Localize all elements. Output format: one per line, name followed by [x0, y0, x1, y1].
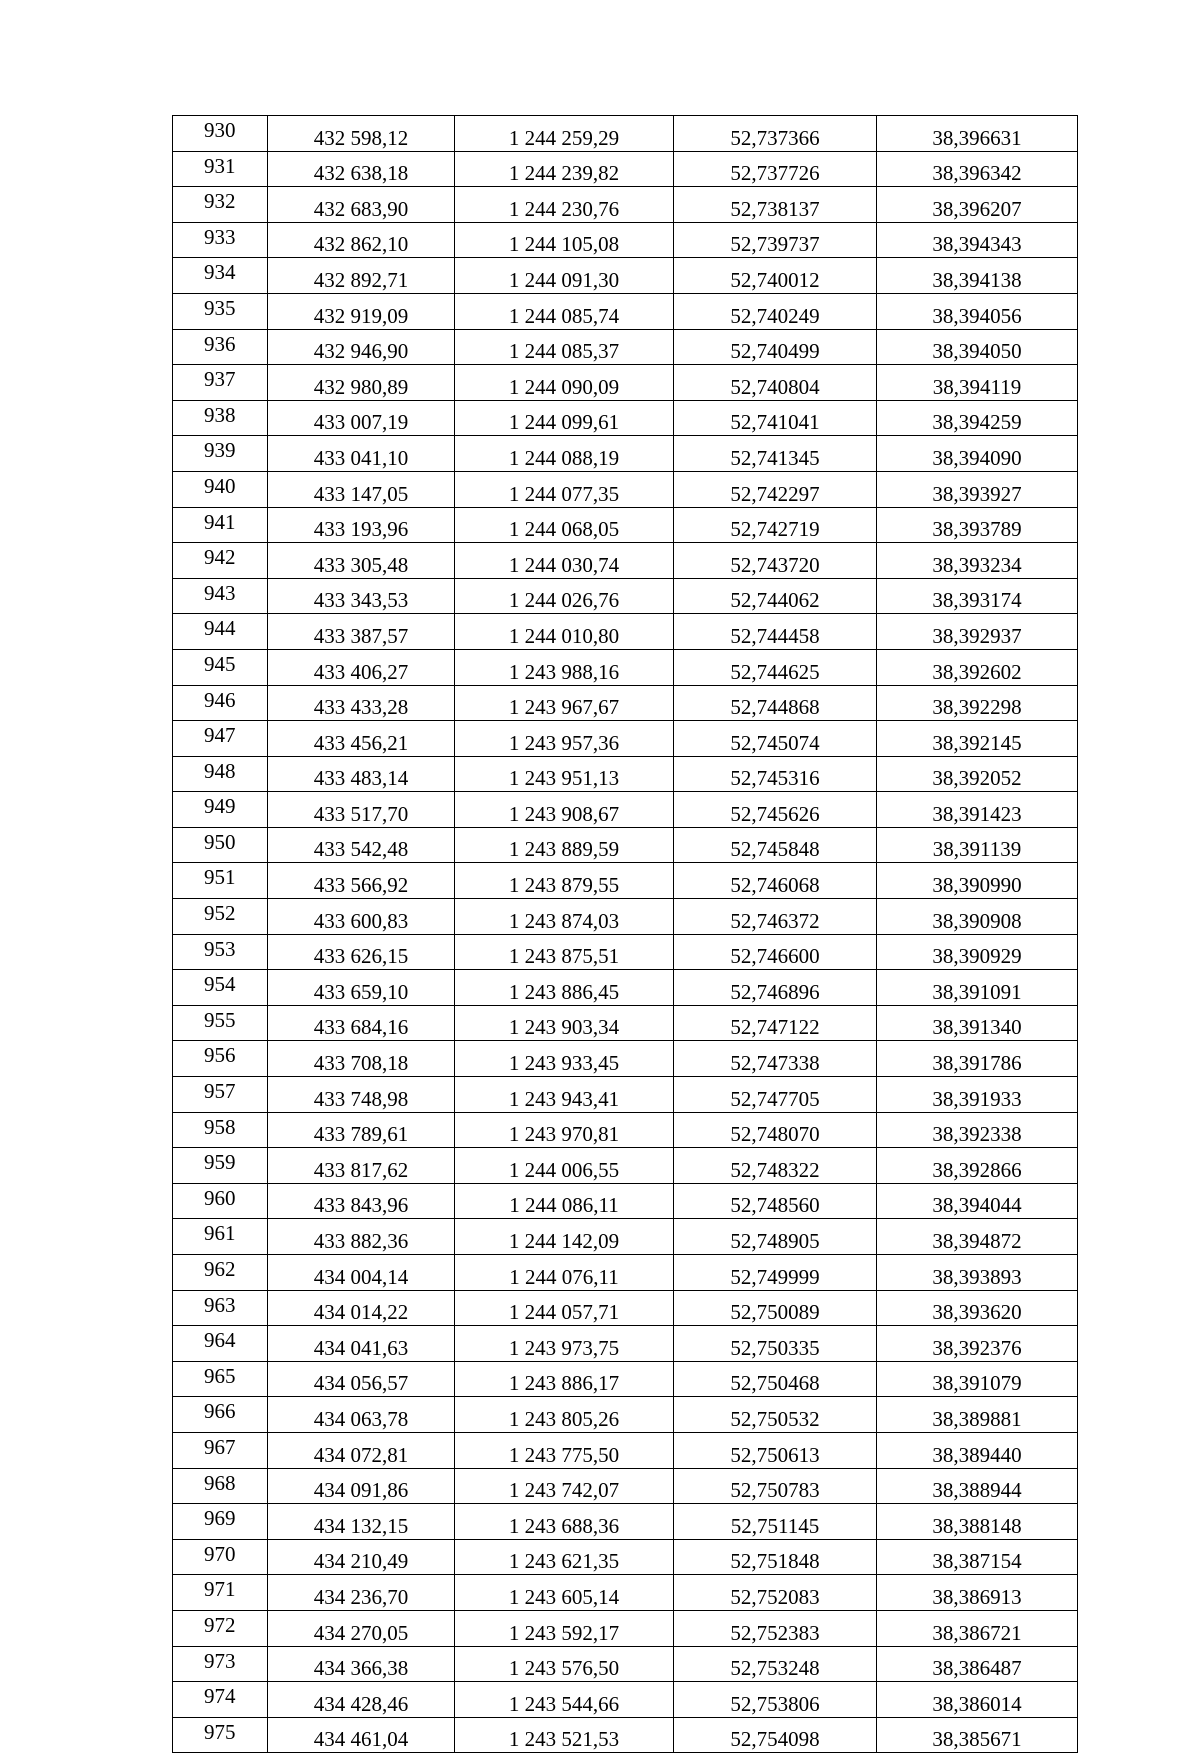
latitude-cell: 52,750532	[674, 1397, 877, 1433]
latitude-cell: 52,744868	[674, 685, 877, 721]
table-row	[173, 543, 1078, 579]
x-coordinate-cell: 433 789,61	[268, 1112, 455, 1148]
latitude-cell: 52,745626	[674, 792, 877, 828]
point-number-cell: 958	[173, 1112, 268, 1148]
latitude-cell: 52,750613	[674, 1432, 877, 1468]
point-number-cell: 968	[173, 1468, 268, 1504]
y-coordinate-cell: 1 243 605,14	[455, 1575, 674, 1611]
longitude-cell: 38,391079	[877, 1361, 1078, 1397]
table-row	[173, 1539, 1078, 1575]
y-coordinate-cell: 1 243 973,75	[455, 1326, 674, 1362]
point-number-cell: 967	[173, 1432, 268, 1468]
y-coordinate-cell: 1 244 030,74	[455, 543, 674, 579]
latitude-cell: 52,745848	[674, 827, 877, 863]
x-coordinate-cell: 433 007,19	[268, 400, 455, 436]
longitude-cell: 38,391933	[877, 1077, 1078, 1113]
point-number-cell: 932	[173, 187, 268, 223]
y-coordinate-cell: 1 243 592,17	[455, 1610, 674, 1646]
point-number-cell: 960	[173, 1183, 268, 1219]
table-row	[173, 258, 1078, 294]
y-coordinate-cell: 1 244 057,71	[455, 1290, 674, 1326]
x-coordinate-cell: 433 387,57	[268, 614, 455, 650]
longitude-cell: 38,394138	[877, 258, 1078, 294]
y-coordinate-cell: 1 243 879,55	[455, 863, 674, 899]
point-number-cell: 949	[173, 792, 268, 828]
x-coordinate-cell: 434 014,22	[268, 1290, 455, 1326]
x-coordinate-cell: 434 210,49	[268, 1539, 455, 1575]
latitude-cell: 52,743720	[674, 543, 877, 579]
x-coordinate-cell: 433 626,15	[268, 934, 455, 970]
point-number-cell: 940	[173, 471, 268, 507]
table-row	[173, 899, 1078, 935]
latitude-cell: 52,751145	[674, 1504, 877, 1540]
point-number-cell: 964	[173, 1326, 268, 1362]
longitude-cell: 38,394044	[877, 1183, 1078, 1219]
longitude-cell: 38,392937	[877, 614, 1078, 650]
y-coordinate-cell: 1 243 908,67	[455, 792, 674, 828]
latitude-cell: 52,740804	[674, 365, 877, 401]
latitude-cell: 52,748070	[674, 1112, 877, 1148]
longitude-cell: 38,392298	[877, 685, 1078, 721]
table-row	[173, 1077, 1078, 1113]
y-coordinate-cell: 1 243 775,50	[455, 1432, 674, 1468]
y-coordinate-cell: 1 243 970,81	[455, 1112, 674, 1148]
latitude-cell: 52,752083	[674, 1575, 877, 1611]
point-number-cell: 933	[173, 222, 268, 258]
latitude-cell: 52,748322	[674, 1148, 877, 1184]
longitude-cell: 38,390908	[877, 899, 1078, 935]
y-coordinate-cell: 1 243 933,45	[455, 1041, 674, 1077]
point-number-cell: 973	[173, 1646, 268, 1682]
y-coordinate-cell: 1 244 088,19	[455, 436, 674, 472]
y-coordinate-cell: 1 243 742,07	[455, 1468, 674, 1504]
y-coordinate-cell: 1 243 874,03	[455, 899, 674, 935]
y-coordinate-cell: 1 244 010,80	[455, 614, 674, 650]
point-number-cell: 936	[173, 329, 268, 365]
x-coordinate-cell: 432 862,10	[268, 222, 455, 258]
latitude-cell: 52,744062	[674, 578, 877, 614]
point-number-cell: 965	[173, 1361, 268, 1397]
point-number-cell: 942	[173, 543, 268, 579]
x-coordinate-cell: 434 428,46	[268, 1682, 455, 1718]
point-number-cell: 931	[173, 151, 268, 187]
x-coordinate-cell: 434 091,86	[268, 1468, 455, 1504]
coordinates-table-body	[173, 116, 1078, 1753]
point-number-cell: 962	[173, 1255, 268, 1291]
table-row	[173, 970, 1078, 1006]
point-number-cell: 944	[173, 614, 268, 650]
latitude-cell: 52,738137	[674, 187, 877, 223]
table-row	[173, 116, 1078, 152]
x-coordinate-cell: 434 461,04	[268, 1717, 455, 1753]
table-row	[173, 934, 1078, 970]
table-row	[173, 1432, 1078, 1468]
table-row	[173, 1255, 1078, 1291]
point-number-cell: 947	[173, 721, 268, 757]
latitude-cell: 52,745074	[674, 721, 877, 757]
table-row	[173, 578, 1078, 614]
latitude-cell: 52,742297	[674, 471, 877, 507]
point-number-cell: 971	[173, 1575, 268, 1611]
table-row	[173, 400, 1078, 436]
table-row	[173, 1219, 1078, 1255]
table-row	[173, 827, 1078, 863]
longitude-cell: 38,388148	[877, 1504, 1078, 1540]
longitude-cell: 38,394050	[877, 329, 1078, 365]
y-coordinate-cell: 1 244 006,55	[455, 1148, 674, 1184]
point-number-cell: 937	[173, 365, 268, 401]
x-coordinate-cell: 434 004,14	[268, 1255, 455, 1291]
longitude-cell: 38,392376	[877, 1326, 1078, 1362]
y-coordinate-cell: 1 243 886,17	[455, 1361, 674, 1397]
longitude-cell: 38,390990	[877, 863, 1078, 899]
point-number-cell: 950	[173, 827, 268, 863]
point-number-cell: 952	[173, 899, 268, 935]
y-coordinate-cell: 1 244 090,09	[455, 365, 674, 401]
latitude-cell: 52,750089	[674, 1290, 877, 1326]
table-row	[173, 471, 1078, 507]
y-coordinate-cell: 1 244 142,09	[455, 1219, 674, 1255]
latitude-cell: 52,749999	[674, 1255, 877, 1291]
y-coordinate-cell: 1 243 805,26	[455, 1397, 674, 1433]
longitude-cell: 38,394090	[877, 436, 1078, 472]
latitude-cell: 52,740249	[674, 293, 877, 329]
point-number-cell: 970	[173, 1539, 268, 1575]
y-coordinate-cell: 1 243 576,50	[455, 1646, 674, 1682]
x-coordinate-cell: 434 236,70	[268, 1575, 455, 1611]
x-coordinate-cell: 433 566,92	[268, 863, 455, 899]
longitude-cell: 38,391786	[877, 1041, 1078, 1077]
y-coordinate-cell: 1 244 076,11	[455, 1255, 674, 1291]
longitude-cell: 38,392052	[877, 756, 1078, 792]
table-row	[173, 365, 1078, 401]
latitude-cell: 52,739737	[674, 222, 877, 258]
table-row	[173, 863, 1078, 899]
x-coordinate-cell: 432 892,71	[268, 258, 455, 294]
x-coordinate-cell: 433 147,05	[268, 471, 455, 507]
latitude-cell: 52,748905	[674, 1219, 877, 1255]
x-coordinate-cell: 433 684,16	[268, 1005, 455, 1041]
point-number-cell: 930	[173, 116, 268, 152]
x-coordinate-cell: 433 659,10	[268, 970, 455, 1006]
point-number-cell: 957	[173, 1077, 268, 1113]
longitude-cell: 38,393927	[877, 471, 1078, 507]
latitude-cell: 52,741041	[674, 400, 877, 436]
latitude-cell: 52,748560	[674, 1183, 877, 1219]
y-coordinate-cell: 1 244 091,30	[455, 258, 674, 294]
x-coordinate-cell: 432 598,12	[268, 116, 455, 152]
longitude-cell: 38,396207	[877, 187, 1078, 223]
longitude-cell: 38,392866	[877, 1148, 1078, 1184]
table-row	[173, 222, 1078, 258]
point-number-cell: 954	[173, 970, 268, 1006]
point-number-cell: 946	[173, 685, 268, 721]
latitude-cell: 52,744458	[674, 614, 877, 650]
x-coordinate-cell: 434 041,63	[268, 1326, 455, 1362]
latitude-cell: 52,751848	[674, 1539, 877, 1575]
latitude-cell: 52,747122	[674, 1005, 877, 1041]
longitude-cell: 38,391423	[877, 792, 1078, 828]
x-coordinate-cell: 433 843,96	[268, 1183, 455, 1219]
longitude-cell: 38,394119	[877, 365, 1078, 401]
point-number-cell: 953	[173, 934, 268, 970]
x-coordinate-cell: 433 517,70	[268, 792, 455, 828]
x-coordinate-cell: 433 748,98	[268, 1077, 455, 1113]
y-coordinate-cell: 1 243 688,36	[455, 1504, 674, 1540]
latitude-cell: 52,747338	[674, 1041, 877, 1077]
x-coordinate-cell: 434 063,78	[268, 1397, 455, 1433]
longitude-cell: 38,396631	[877, 116, 1078, 152]
latitude-cell: 52,750468	[674, 1361, 877, 1397]
x-coordinate-cell: 434 072,81	[268, 1432, 455, 1468]
point-number-cell: 963	[173, 1290, 268, 1326]
table-row	[173, 1041, 1078, 1077]
x-coordinate-cell: 433 041,10	[268, 436, 455, 472]
table-row	[173, 649, 1078, 685]
y-coordinate-cell: 1 243 988,16	[455, 649, 674, 685]
longitude-cell: 38,394872	[877, 1219, 1078, 1255]
longitude-cell: 38,392145	[877, 721, 1078, 757]
x-coordinate-cell: 432 683,90	[268, 187, 455, 223]
latitude-cell: 52,740499	[674, 329, 877, 365]
point-number-cell: 943	[173, 578, 268, 614]
table-row	[173, 685, 1078, 721]
latitude-cell: 52,753806	[674, 1682, 877, 1718]
table-row	[173, 1468, 1078, 1504]
latitude-cell: 52,746600	[674, 934, 877, 970]
latitude-cell: 52,737726	[674, 151, 877, 187]
table-row	[173, 1112, 1078, 1148]
table-row	[173, 1290, 1078, 1326]
y-coordinate-cell: 1 244 259,29	[455, 116, 674, 152]
table-row	[173, 436, 1078, 472]
longitude-cell: 38,396342	[877, 151, 1078, 187]
latitude-cell: 52,753248	[674, 1646, 877, 1682]
point-number-cell: 966	[173, 1397, 268, 1433]
y-coordinate-cell: 1 244 085,74	[455, 293, 674, 329]
y-coordinate-cell: 1 243 951,13	[455, 756, 674, 792]
x-coordinate-cell: 433 708,18	[268, 1041, 455, 1077]
x-coordinate-cell: 433 433,28	[268, 685, 455, 721]
latitude-cell: 52,747705	[674, 1077, 877, 1113]
latitude-cell: 52,746896	[674, 970, 877, 1006]
latitude-cell: 52,750783	[674, 1468, 877, 1504]
longitude-cell: 38,393620	[877, 1290, 1078, 1326]
longitude-cell: 38,394259	[877, 400, 1078, 436]
point-number-cell: 948	[173, 756, 268, 792]
longitude-cell: 38,386913	[877, 1575, 1078, 1611]
table-row	[173, 1682, 1078, 1718]
table-row	[173, 507, 1078, 543]
x-coordinate-cell: 433 817,62	[268, 1148, 455, 1184]
table-row	[173, 756, 1078, 792]
x-coordinate-cell: 433 456,21	[268, 721, 455, 757]
x-coordinate-cell: 434 132,15	[268, 1504, 455, 1540]
longitude-cell: 38,394056	[877, 293, 1078, 329]
point-number-cell: 934	[173, 258, 268, 294]
latitude-cell: 52,746372	[674, 899, 877, 935]
y-coordinate-cell: 1 243 886,45	[455, 970, 674, 1006]
latitude-cell: 52,741345	[674, 436, 877, 472]
longitude-cell: 38,387154	[877, 1539, 1078, 1575]
table-row	[173, 1326, 1078, 1362]
x-coordinate-cell: 433 600,83	[268, 899, 455, 935]
point-number-cell: 939	[173, 436, 268, 472]
latitude-cell: 52,740012	[674, 258, 877, 294]
point-number-cell: 945	[173, 649, 268, 685]
longitude-cell: 38,385671	[877, 1717, 1078, 1753]
x-coordinate-cell: 432 638,18	[268, 151, 455, 187]
table-row	[173, 1148, 1078, 1184]
latitude-cell: 52,742719	[674, 507, 877, 543]
latitude-cell: 52,737366	[674, 116, 877, 152]
longitude-cell: 38,386014	[877, 1682, 1078, 1718]
table-row	[173, 187, 1078, 223]
y-coordinate-cell: 1 244 230,76	[455, 187, 674, 223]
y-coordinate-cell: 1 244 239,82	[455, 151, 674, 187]
x-coordinate-cell: 433 542,48	[268, 827, 455, 863]
table-row	[173, 329, 1078, 365]
latitude-cell: 52,745316	[674, 756, 877, 792]
x-coordinate-cell: 434 366,38	[268, 1646, 455, 1682]
longitude-cell: 38,393893	[877, 1255, 1078, 1291]
table-row	[173, 614, 1078, 650]
longitude-cell: 38,386487	[877, 1646, 1078, 1682]
table-row	[173, 1361, 1078, 1397]
longitude-cell: 38,394343	[877, 222, 1078, 258]
point-number-cell: 935	[173, 293, 268, 329]
longitude-cell: 38,389881	[877, 1397, 1078, 1433]
x-coordinate-cell: 434 056,57	[268, 1361, 455, 1397]
x-coordinate-cell: 432 919,09	[268, 293, 455, 329]
y-coordinate-cell: 1 243 943,41	[455, 1077, 674, 1113]
latitude-cell: 52,752383	[674, 1610, 877, 1646]
y-coordinate-cell: 1 243 903,34	[455, 1005, 674, 1041]
table-row	[173, 151, 1078, 187]
y-coordinate-cell: 1 243 544,66	[455, 1682, 674, 1718]
y-coordinate-cell: 1 244 085,37	[455, 329, 674, 365]
longitude-cell: 38,386721	[877, 1610, 1078, 1646]
longitude-cell: 38,392338	[877, 1112, 1078, 1148]
table-row	[173, 1610, 1078, 1646]
x-coordinate-cell: 432 980,89	[268, 365, 455, 401]
longitude-cell: 38,391139	[877, 827, 1078, 863]
longitude-cell: 38,393174	[877, 578, 1078, 614]
y-coordinate-cell: 1 243 957,36	[455, 721, 674, 757]
point-number-cell: 975	[173, 1717, 268, 1753]
x-coordinate-cell: 433 483,14	[268, 756, 455, 792]
table-row	[173, 1504, 1078, 1540]
point-number-cell: 969	[173, 1504, 268, 1540]
latitude-cell: 52,750335	[674, 1326, 877, 1362]
point-number-cell: 974	[173, 1682, 268, 1718]
x-coordinate-cell: 433 882,36	[268, 1219, 455, 1255]
table-row	[173, 1397, 1078, 1433]
longitude-cell: 38,390929	[877, 934, 1078, 970]
x-coordinate-cell: 433 305,48	[268, 543, 455, 579]
latitude-cell: 52,746068	[674, 863, 877, 899]
longitude-cell: 38,392602	[877, 649, 1078, 685]
point-number-cell: 955	[173, 1005, 268, 1041]
table-row	[173, 1005, 1078, 1041]
table-row	[173, 1183, 1078, 1219]
y-coordinate-cell: 1 244 105,08	[455, 222, 674, 258]
latitude-cell: 52,744625	[674, 649, 877, 685]
x-coordinate-cell: 433 343,53	[268, 578, 455, 614]
y-coordinate-cell: 1 243 967,67	[455, 685, 674, 721]
y-coordinate-cell: 1 243 875,51	[455, 934, 674, 970]
x-coordinate-cell: 432 946,90	[268, 329, 455, 365]
longitude-cell: 38,391091	[877, 970, 1078, 1006]
table-row	[173, 293, 1078, 329]
table-row	[173, 1646, 1078, 1682]
point-number-cell: 941	[173, 507, 268, 543]
longitude-cell: 38,391340	[877, 1005, 1078, 1041]
y-coordinate-cell: 1 244 026,76	[455, 578, 674, 614]
longitude-cell: 38,389440	[877, 1432, 1078, 1468]
point-number-cell: 959	[173, 1148, 268, 1184]
table-row	[173, 792, 1078, 828]
y-coordinate-cell: 1 243 621,35	[455, 1539, 674, 1575]
x-coordinate-cell: 433 193,96	[268, 507, 455, 543]
table-row	[173, 721, 1078, 757]
point-number-cell: 938	[173, 400, 268, 436]
point-number-cell: 956	[173, 1041, 268, 1077]
table-row	[173, 1717, 1078, 1753]
y-coordinate-cell: 1 244 068,05	[455, 507, 674, 543]
point-number-cell: 961	[173, 1219, 268, 1255]
x-coordinate-cell: 434 270,05	[268, 1610, 455, 1646]
x-coordinate-cell: 433 406,27	[268, 649, 455, 685]
y-coordinate-cell: 1 243 889,59	[455, 827, 674, 863]
y-coordinate-cell: 1 244 077,35	[455, 471, 674, 507]
longitude-cell: 38,393789	[877, 507, 1078, 543]
coordinates-table	[172, 115, 1078, 1753]
table-row	[173, 1575, 1078, 1611]
longitude-cell: 38,393234	[877, 543, 1078, 579]
latitude-cell: 52,754098	[674, 1717, 877, 1753]
longitude-cell: 38,388944	[877, 1468, 1078, 1504]
y-coordinate-cell: 1 244 099,61	[455, 400, 674, 436]
point-number-cell: 951	[173, 863, 268, 899]
point-number-cell: 972	[173, 1610, 268, 1646]
y-coordinate-cell: 1 243 521,53	[455, 1717, 674, 1753]
y-coordinate-cell: 1 244 086,11	[455, 1183, 674, 1219]
